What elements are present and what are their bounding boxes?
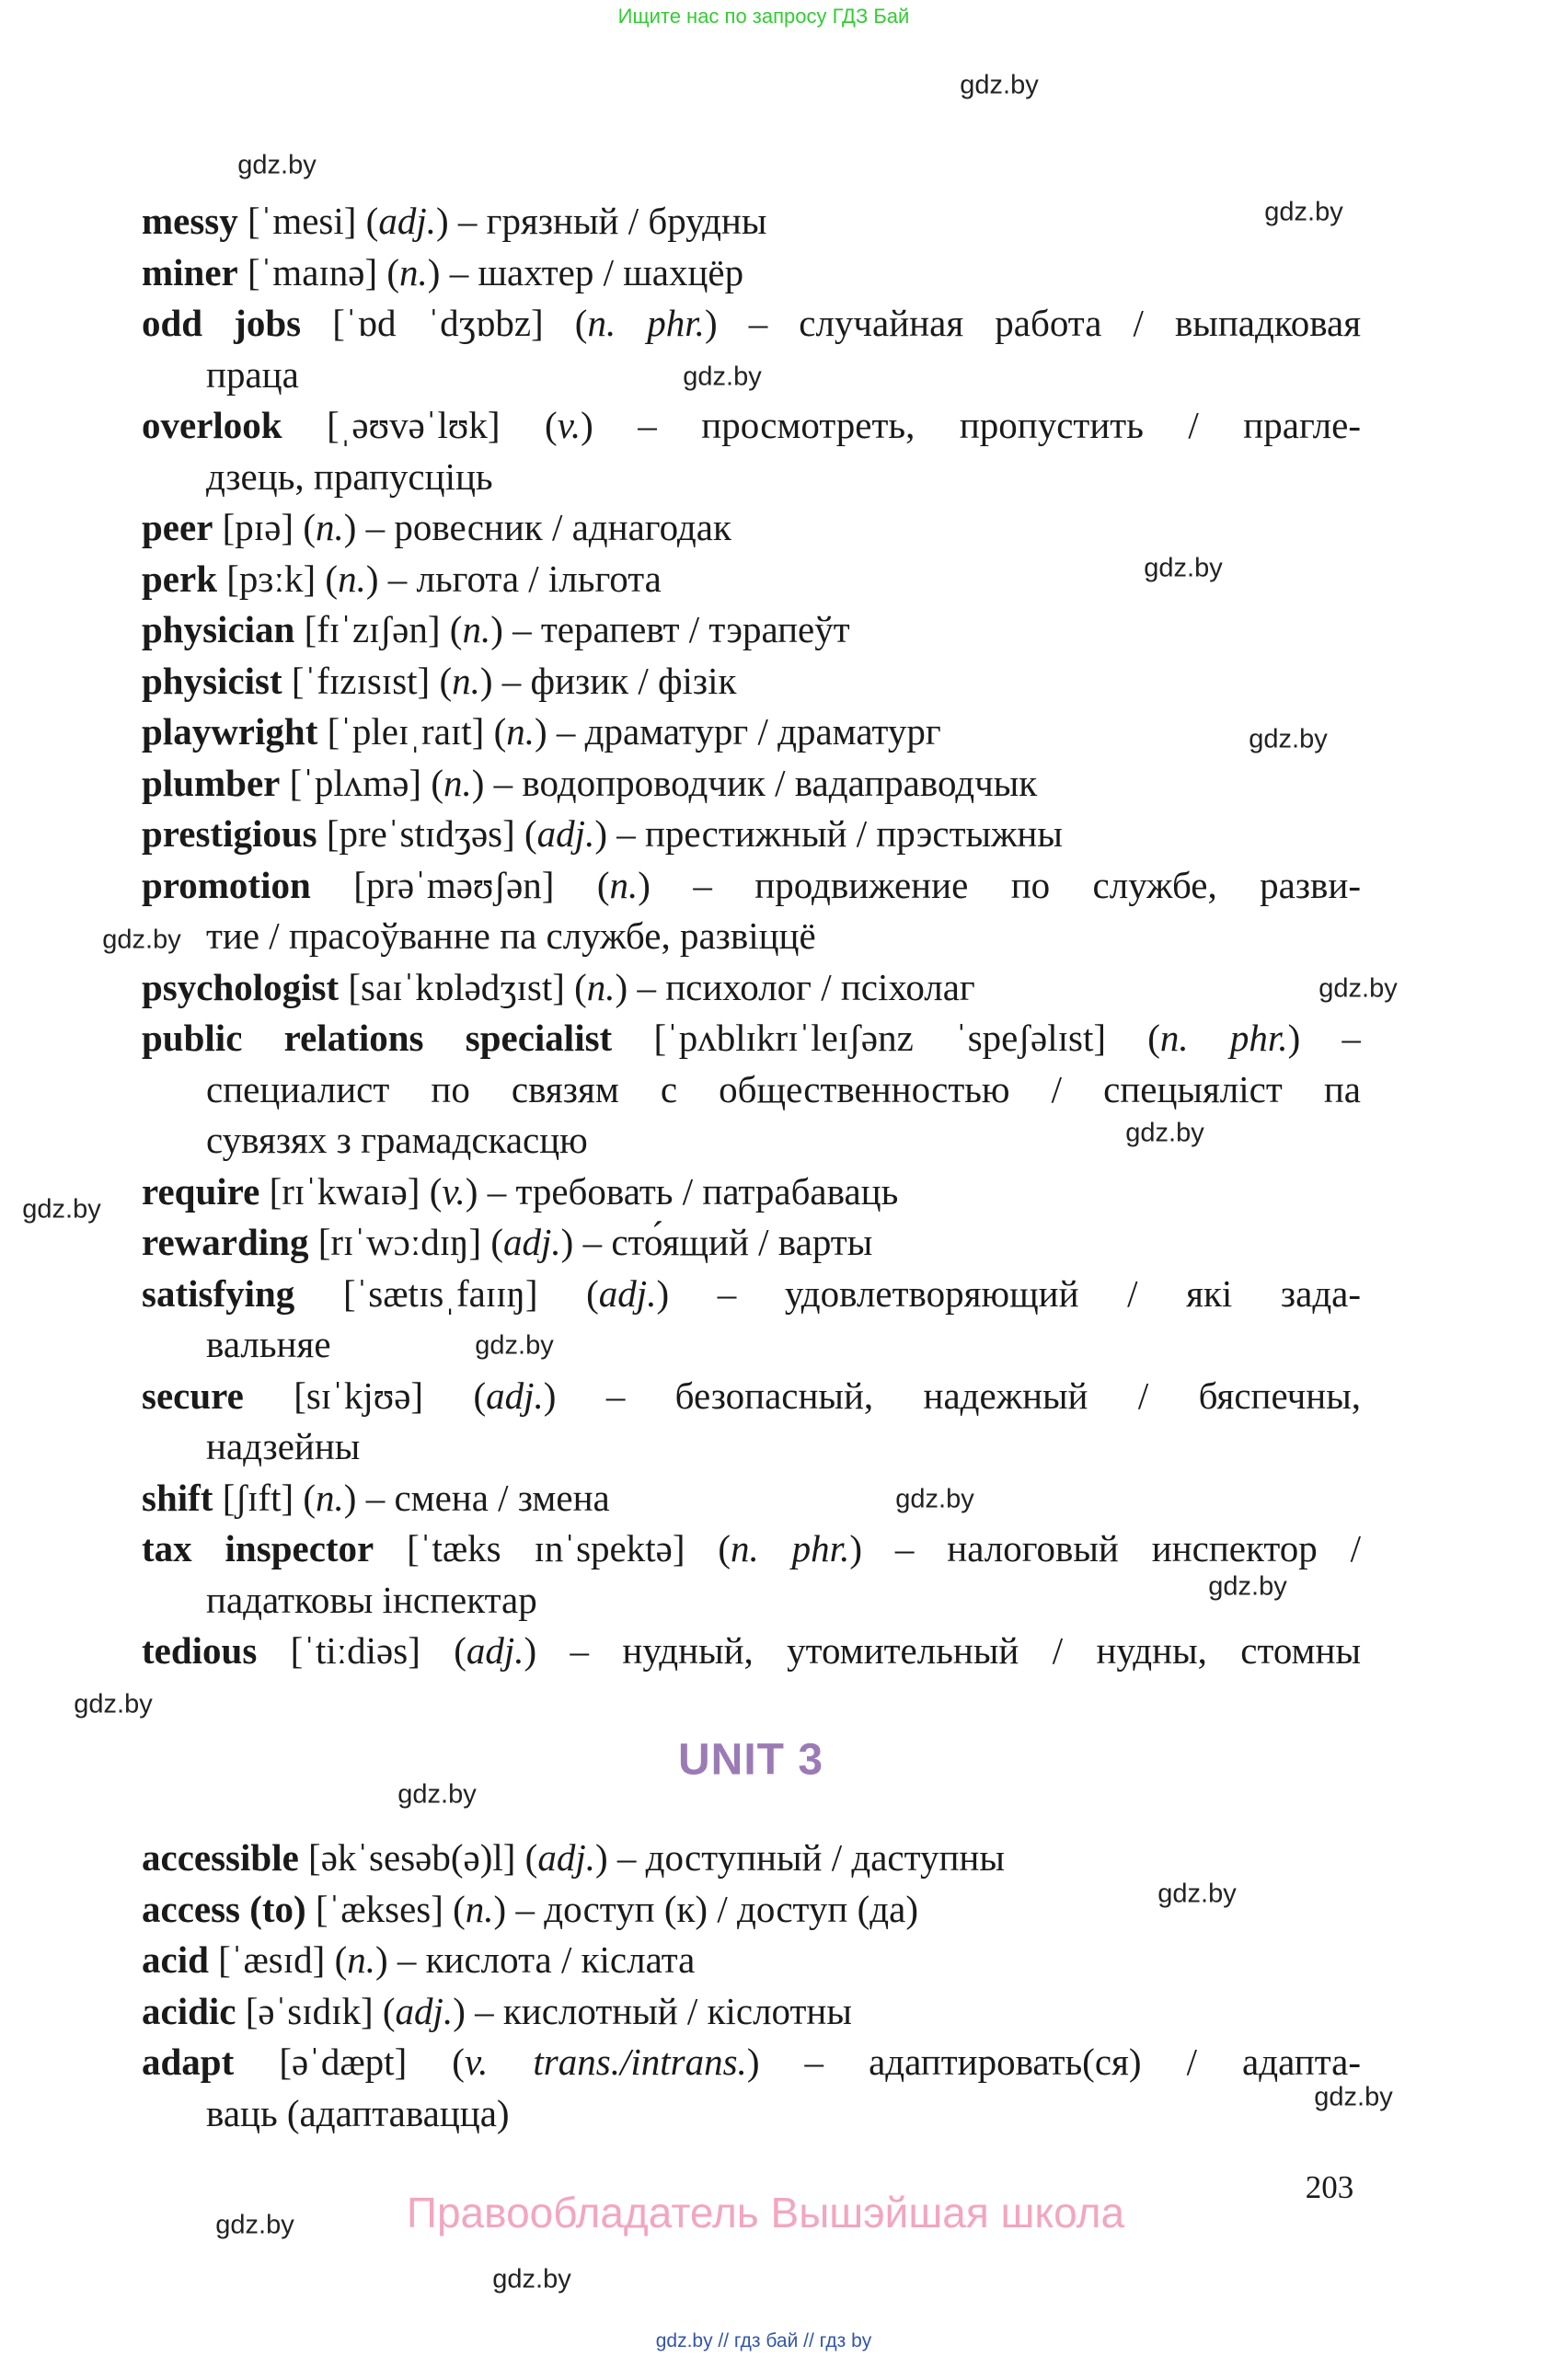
entry-text: специалист по связям с общественностью / спецыяліст па (206, 1067, 1361, 1110)
watermark: gdz.by (1264, 197, 1343, 227)
entry-continuation (142, 1421, 1361, 1473)
unit-heading: UNIT 3 (677, 1735, 824, 1785)
entry-translation: – кислотный / кіслотны (475, 1989, 852, 2032)
entry-translation: – нудный, утомительный / нудны, стомны (570, 1629, 1361, 1672)
entry-term: messy (142, 200, 238, 242)
entry-part-of-speech: ( n. phr. ) (718, 1527, 862, 1569)
entry-text: праца (206, 352, 299, 396)
glossary-entry (142, 1269, 1361, 1320)
watermark: gdz.by (895, 1484, 974, 1514)
watermark: gdz.by (683, 362, 762, 392)
entry-transcription: [əkˈsesəb(ə)l] (308, 1836, 516, 1879)
entry-transcription: [prəˈməʊʃən] (353, 863, 555, 906)
watermark: gdz.by (397, 1779, 477, 1810)
entry-term: acidic (142, 1989, 236, 2032)
entry-translation: – водопроводчик / вадаправодчык (493, 761, 1038, 804)
glossary-entry (142, 1473, 1361, 1524)
watermark: gdz.by (1208, 1571, 1287, 1602)
watermark: gdz.by (1249, 724, 1328, 754)
glossary-entry (142, 502, 1361, 554)
page-number: 203 (1305, 2169, 1354, 2205)
glossary-entry (142, 247, 1361, 299)
entry-text: ваць (адаптавацца) (206, 2091, 510, 2134)
entry-continuation (142, 1115, 1361, 1167)
entry-transcription: [ˈɒd ˈdʒɒbz] (332, 302, 544, 344)
entry-transcription: [ˈplʌmə] (289, 761, 422, 804)
watermark: gdz.by (237, 150, 317, 180)
entry-term: perk (142, 557, 217, 600)
watermark: gdz.by (102, 925, 181, 955)
watermark: gdz.by (492, 2264, 571, 2294)
entry-part-of-speech: ( n. ) (574, 966, 628, 1008)
entry-transcription: [ˈpleɪˌraɪt] (327, 710, 485, 753)
entry-text: вальняе (206, 1323, 331, 1365)
watermark: gdz.by (1157, 1879, 1237, 1909)
watermark: gdz.by (1144, 553, 1223, 583)
entry-translation: – доступ (к) / доступ (да) (515, 1887, 918, 1930)
entry-part-of-speech: ( n. ) (439, 660, 492, 702)
glossary-entry (142, 196, 1361, 247)
entry-text: тие / прасоўванне па службе, развіццё (206, 914, 816, 957)
entry-translation: – грязный / брудны (457, 200, 767, 242)
glossary-entry (142, 758, 1361, 810)
entry-term: require (142, 1169, 260, 1213)
entry-transcription: [rɪˈwɔːdɪŋ] (317, 1221, 482, 1263)
entry-translation: – психолог / псіхолаг (637, 965, 975, 1008)
entry-continuation (142, 1319, 1361, 1371)
entry-text: дзець, прапусціць (206, 454, 493, 498)
glossary-entry (142, 554, 1361, 605)
entry-transcription: [ˈækses] (315, 1887, 443, 1930)
entry-transcription: [ˈtæks ɪnˈspektə] (407, 1527, 685, 1569)
entry-translation: – (1341, 1017, 1361, 1059)
watermark: gdz.by (74, 1689, 153, 1719)
watermark: gdz.by (22, 1194, 101, 1224)
entry-translation: – удовлетворяющий / які зада- (717, 1271, 1361, 1315)
entry-transcription: [fɪˈzɪʃən] (304, 608, 441, 650)
entry-translation: – безопасный, надежный / бяспечны, (605, 1374, 1361, 1417)
entry-translation: – продвижение по службе, разви- (693, 863, 1361, 906)
entry-translation: – шахтер / шахцёр (449, 250, 744, 293)
entry-transcription: [ˈfɪzɪsɪst] (291, 659, 431, 702)
entry-term: secure (142, 1374, 244, 1417)
entry-term: physician (142, 608, 295, 650)
entry-term: access (to) (142, 1887, 306, 1930)
entry-transcription: [ˈmaɪnə] (248, 250, 378, 293)
glossary-entry (142, 1523, 1361, 1575)
entry-translation: – престижный / прэстыжны (616, 812, 1063, 855)
entry-continuation (142, 1575, 1361, 1627)
entry-term: physicist (142, 659, 282, 702)
glossary-entry (142, 809, 1361, 860)
entry-part-of-speech: ( adj. ) (524, 812, 607, 855)
glossary-entry (142, 1626, 1361, 1677)
glossary-entry (142, 1371, 1361, 1422)
entry-text: сувязях з грамадскасцю (206, 1119, 588, 1161)
entry-translation: – адаптировать(ся) / адапта- (804, 2041, 1361, 2083)
entry-text: надзейны (206, 1425, 361, 1467)
entry-part-of-speech: ( adj. ) (454, 1629, 536, 1672)
entry-term: prestigious (142, 812, 317, 855)
entry-part-of-speech: ( adj. ) (473, 1374, 556, 1417)
entry-part-of-speech: ( n. ) (335, 1938, 388, 1981)
glossary-entry (142, 1884, 1361, 1936)
entry-term: tedious (142, 1629, 258, 1672)
entry-transcription: [ˌəʊvəˈlʊk] (327, 404, 501, 446)
watermark: gdz.by (215, 2210, 294, 2240)
entry-translation: – случайная работа / выпадковая (748, 302, 1361, 344)
entry-continuation (142, 350, 1361, 401)
glossary-entry (142, 604, 1361, 656)
glossary-entry (142, 400, 1361, 452)
glossary-entry (142, 1833, 1361, 1884)
entry-part-of-speech: ( n. ) (386, 251, 440, 293)
entry-term: odd jobs (142, 302, 302, 344)
entry-transcription: [pɜːk] (226, 557, 317, 600)
entry-transcription: [ʃɪft] (222, 1476, 294, 1519)
entry-term: miner (142, 250, 238, 293)
copyright-holder: Правообладатель Вышэйшая школа (406, 2189, 1125, 2236)
entry-continuation (142, 2088, 1361, 2140)
entry-part-of-speech: ( adj. ) (383, 1990, 466, 2032)
watermark: gdz.by (475, 1330, 554, 1361)
entry-transcription: [rɪˈkwaɪə] (269, 1169, 420, 1213)
entry-part-of-speech: ( adj. ) (525, 1836, 608, 1879)
entry-continuation (142, 452, 1361, 503)
entry-part-of-speech: ( adj. ) (490, 1221, 573, 1263)
entry-term: adapt (142, 2041, 235, 2083)
entry-translation: – сто́ящий / варты (582, 1221, 873, 1263)
entry-translation: – ровесник / аднагодак (365, 506, 731, 548)
entry-transcription: [saɪˈkɒlədʒɪst] (348, 965, 565, 1008)
entry-term: psychologist (142, 965, 340, 1008)
entry-text: падатковы інспектар (206, 1578, 537, 1621)
entry-part-of-speech: ( n. ) (325, 558, 378, 600)
entry-part-of-speech: ( n. phr. ) (575, 302, 718, 344)
entry-translation: – терапевт / тэрапеўт (512, 608, 850, 650)
entry-term: public relations specialist (142, 1017, 613, 1059)
watermark: gdz.by (1125, 1118, 1204, 1148)
entry-transcription: [ˈæsɪd] (218, 1938, 326, 1981)
entry-transcription: [əˈdæpt] (279, 2041, 408, 2083)
entry-part-of-speech: ( adj. ) (586, 1272, 669, 1315)
entry-part-of-speech: ( adj. ) (366, 200, 449, 242)
glossary-entry (142, 1935, 1361, 1986)
entry-term: satisfying (142, 1271, 295, 1315)
entry-part-of-speech: ( n. ) (303, 506, 356, 548)
entry-part-of-speech: ( v. ) (430, 1170, 478, 1213)
glossary-entry (142, 1986, 1361, 2038)
entry-transcription: [ˈmesi] (248, 200, 357, 242)
entry-part-of-speech: ( n. ) (450, 608, 503, 650)
glossary-entry (142, 656, 1361, 707)
entry-translation: – доступный / даступны (616, 1836, 1005, 1879)
footer-links: gdz.by // гдз бай // гдз by (655, 2330, 872, 2351)
entry-transcription: [pɪə] (222, 506, 294, 548)
glossary-main (142, 196, 1361, 1677)
entry-term: playwright (142, 710, 318, 753)
entry-part-of-speech: ( n. ) (303, 1477, 356, 1519)
entry-part-of-speech: ( n. ) (453, 1888, 506, 1930)
entry-transcription: [preˈstɪdʒəs] (326, 812, 515, 855)
entry-translation: – физик / фізік (501, 659, 737, 702)
entry-term: promotion (142, 863, 311, 906)
entry-translation: – требовать / патрабаваць (487, 1169, 899, 1213)
entry-translation: – просмотреть, пропустить / прагле- (638, 404, 1361, 446)
glossary-entry (142, 962, 1361, 1014)
entry-translation: – драматург / драматург (556, 710, 941, 753)
entry-part-of-speech: ( v. ) (545, 404, 593, 446)
entry-translation: – смена / змена (365, 1476, 610, 1519)
glossary-entry (142, 298, 1361, 350)
entry-continuation (142, 911, 1361, 962)
glossary-entry (142, 1167, 1361, 1218)
watermark: gdz.by (1314, 2082, 1393, 2112)
search-hint: Ищите нас по запросу ГДЗ Бай (617, 5, 910, 28)
glossary-entry (142, 860, 1361, 912)
entry-transcription: [əˈsɪdɪk] (245, 1989, 374, 2032)
entry-translation: – налоговый инспектор / (894, 1527, 1361, 1569)
entry-translation: – кислота / кіслата (397, 1938, 696, 1981)
entry-term: acid (142, 1938, 209, 1981)
entry-term: accessible (142, 1836, 299, 1879)
entry-part-of-speech: ( n. phr. ) (1147, 1017, 1300, 1059)
entry-continuation (142, 1064, 1361, 1116)
glossary-entry (142, 1013, 1361, 1064)
glossary-entry (142, 1217, 1361, 1269)
entry-term: peer (142, 506, 213, 548)
entry-part-of-speech: ( v. trans./intrans. ) (452, 2041, 759, 2083)
entry-term: rewarding (142, 1221, 309, 1263)
watermark: gdz.by (960, 70, 1039, 100)
entry-part-of-speech: ( n. ) (597, 864, 651, 906)
entry-part-of-speech: ( n. ) (431, 762, 484, 804)
entry-term: shift (142, 1476, 213, 1519)
entry-part-of-speech: ( n. ) (494, 710, 547, 753)
entry-transcription: [ˈsætɪsˌfaɪɪŋ] (342, 1271, 538, 1315)
entry-term: overlook (142, 404, 282, 446)
glossary-entry (142, 2037, 1361, 2088)
entry-term: tax inspector (142, 1527, 374, 1569)
entry-transcription: [ˈtiːdiəs] (290, 1629, 420, 1672)
glossary-unit-3 (142, 1833, 1361, 2139)
entry-transcription: [ˈpʌblɪkrɪˈleɪʃənz ˈspeʃəlɪst] (653, 1017, 1106, 1059)
glossary-entry (142, 707, 1361, 758)
entry-transcription: [sɪˈkjʊə] (294, 1374, 424, 1417)
watermark: gdz.by (1318, 973, 1398, 1004)
entry-term: plumber (142, 761, 281, 804)
entry-translation: – льгота / ільгота (387, 557, 662, 600)
